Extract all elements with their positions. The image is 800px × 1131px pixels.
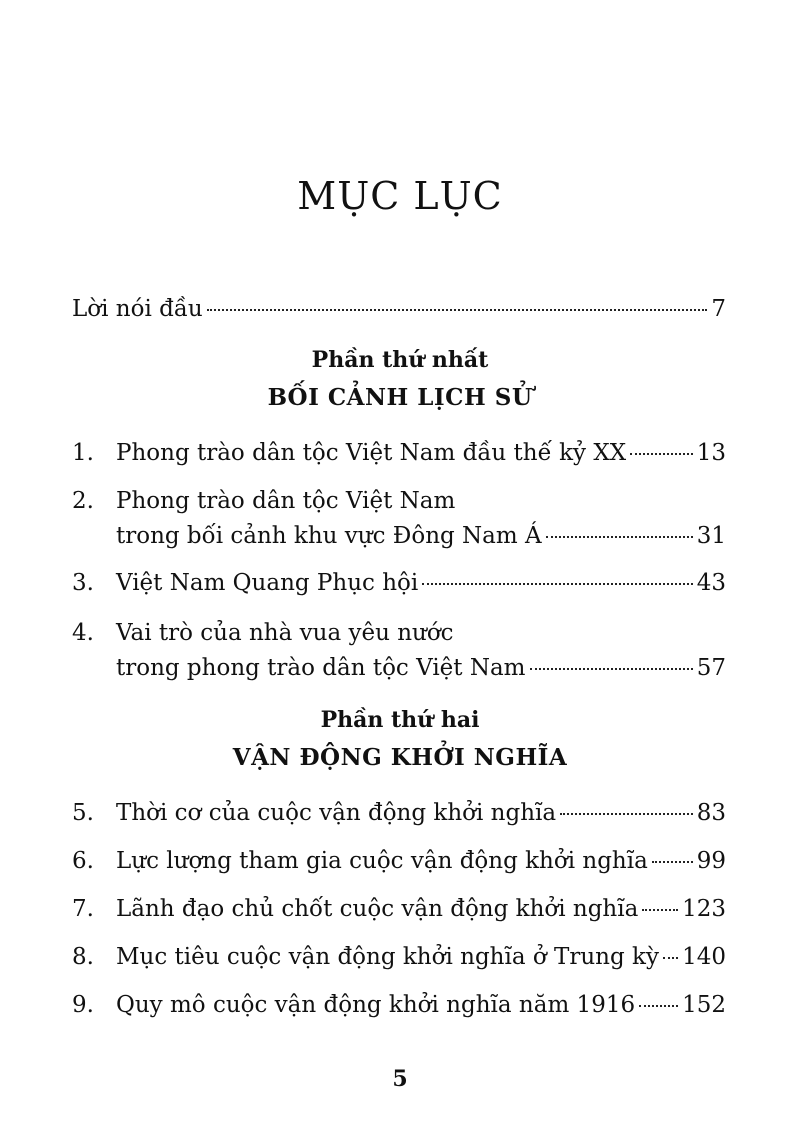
dot-leader	[207, 309, 708, 311]
toc-entry-label: Quy mô cuộc vận động khởi nghĩa năm 1916	[116, 992, 636, 1018]
toc-entry-page: 83	[696, 800, 726, 826]
toc-entry-page: 31	[696, 523, 726, 549]
toc-entry-page: 13	[696, 440, 726, 466]
toc-entry-number: 6.	[72, 848, 94, 874]
toc-entry-7[interactable]	[72, 894, 726, 924]
toc-entry-preface[interactable]	[72, 294, 726, 324]
part1-title: BỐI CẢNH LỊCH SỬ	[267, 384, 533, 411]
toc-entry-label: trong bối cảnh khu vực Đông Nam Á	[116, 523, 542, 549]
dot-leader	[530, 668, 693, 670]
toc-entry-3[interactable]	[72, 568, 726, 598]
toc-entry-4-cont[interactable]	[72, 653, 726, 683]
toc-entry-label: Phong trào dân tộc Việt Nam đầu thế kỷ XX	[116, 440, 627, 466]
part1-label: Phần thứ nhất	[311, 347, 489, 373]
toc-entry-number: 4.	[72, 620, 94, 646]
toc-entry-number: 9.	[72, 992, 94, 1018]
toc-entry-6[interactable]	[72, 846, 726, 876]
toc-entry-4[interactable]	[72, 618, 726, 648]
toc-entry-number: 3.	[72, 570, 94, 596]
dot-leader	[560, 813, 693, 815]
part2-label: Phần thứ hai	[320, 707, 480, 733]
page-number: 5	[392, 1066, 408, 1092]
toc-entry-label: Phong trào dân tộc Việt Nam	[116, 488, 456, 514]
toc-entry-page: 140	[682, 944, 726, 970]
toc-entry-label: Lãnh đạo chủ chốt cuộc vận động khởi nghĩa	[116, 896, 639, 922]
toc-entry-number: 2.	[72, 488, 94, 514]
toc-entry-label: Mục tiêu cuộc vận động khởi nghĩa ở Trung kỳ	[116, 944, 659, 970]
toc-entry-page: 99	[696, 848, 726, 874]
dot-leader	[663, 957, 678, 959]
toc-entry-2[interactable]	[72, 486, 726, 516]
toc-entry-page: 7	[711, 296, 726, 322]
dot-leader	[642, 909, 678, 911]
toc-entry-2-cont[interactable]	[72, 521, 726, 551]
dot-leader	[630, 453, 693, 455]
toc-entry-number: 1.	[72, 440, 94, 466]
toc-entry-page: 152	[682, 992, 726, 1018]
toc-entry-label: Việt Nam Quang Phục hội	[116, 570, 419, 596]
toc-entry-number: 8.	[72, 944, 94, 970]
toc-entry-1[interactable]	[72, 438, 726, 468]
toc-entry-5[interactable]	[72, 798, 726, 828]
toc-entry-label: Vai trò của nhà vua yêu nước	[116, 620, 454, 646]
toc-entry-page: 43	[696, 570, 726, 596]
toc-entry-8[interactable]	[72, 942, 726, 972]
toc-entry-page: 123	[682, 896, 726, 922]
toc-entry-label: Lực lượng tham gia cuộc vận động khởi nghĩa	[116, 848, 648, 874]
dot-leader	[639, 1005, 678, 1007]
toc-entry-9[interactable]	[72, 990, 726, 1020]
toc-entry-label: Lời nói đầu	[72, 296, 203, 322]
toc-entry-label: Thời cơ của cuộc vận động khởi nghĩa	[116, 800, 557, 826]
part2-title: VẬN ĐỘNG KHỞI NGHĨA	[232, 744, 568, 771]
dot-leader	[546, 536, 693, 538]
dot-leader	[652, 861, 693, 863]
toc-entry-number: 7.	[72, 896, 94, 922]
toc-entry-page: 57	[696, 655, 726, 681]
dot-leader	[422, 583, 692, 585]
toc-entry-label: trong phong trào dân tộc Việt Nam	[116, 655, 526, 681]
toc-entry-number: 5.	[72, 800, 94, 826]
page-title: MỤC LỤC	[297, 174, 503, 218]
